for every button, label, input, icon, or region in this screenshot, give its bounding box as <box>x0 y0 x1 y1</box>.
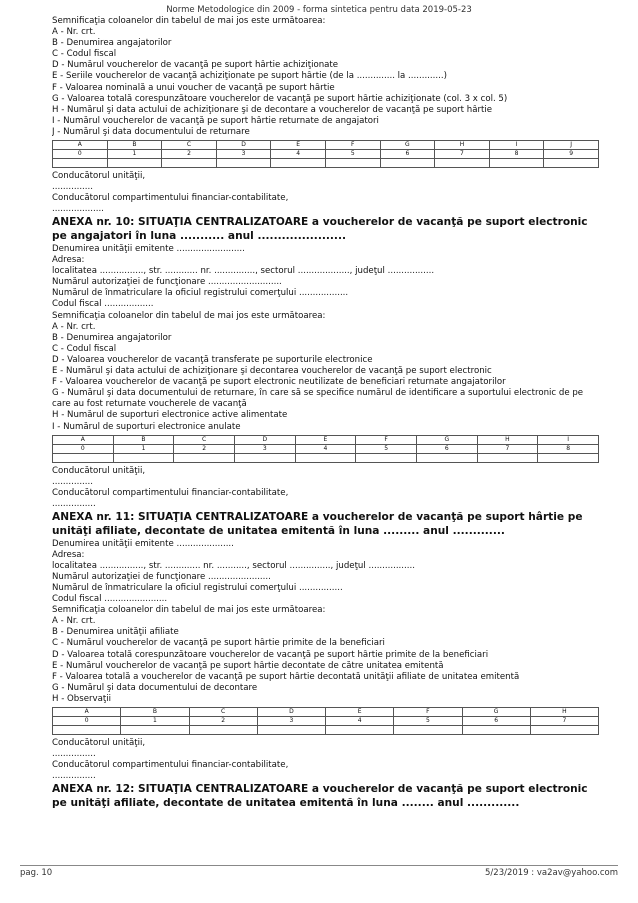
table-cell: 0 <box>53 444 114 453</box>
annex11-table <box>52 707 599 735</box>
signature-line: Conducătorul unităţii, <box>52 465 146 476</box>
text-line: H - Numărul de suporturi electronice active alimentate <box>52 410 288 421</box>
signature-line: ................... <box>52 204 104 215</box>
table-cell: 1 <box>107 150 162 159</box>
table-header-letters <box>53 435 599 444</box>
text-line: localitatea ................, str. ............. nr. ..........., sectorul ..............., judeţul ................. <box>52 560 415 571</box>
text-line: B - Denumirea angajatorilor <box>52 332 172 343</box>
signature-line: Conducătorul compartimentului financiar-contabilitate, <box>52 193 289 204</box>
table-cell: D <box>234 435 295 444</box>
text-line: A - Nr. crt. <box>52 27 96 38</box>
signature-line: ................ <box>52 749 96 760</box>
table-cell: A <box>53 141 108 150</box>
page-header: Norme Metodologice din 2009 - forma sintetica pentru data 2019-05-23 <box>166 5 472 15</box>
table-row <box>53 725 599 734</box>
table-header-numbers <box>53 150 599 159</box>
table-cell: G <box>462 707 530 716</box>
table-cell: 1 <box>121 716 189 725</box>
table-header-numbers <box>53 444 599 453</box>
text-line: H - Observaţii <box>52 693 112 704</box>
table-cell: 5 <box>394 716 462 725</box>
text-line: F - Valoarea nominală a unui voucher de vacanţă pe suport hârtie <box>52 82 335 93</box>
text-line: Semnificaţia coloanelor din tabelul de mai jos este următoarea: <box>52 16 326 26</box>
table-cell: 8 <box>489 150 544 159</box>
text-line: A - Nr. crt. <box>52 321 96 332</box>
text-line: Adresa: <box>52 255 85 266</box>
text-line: Numărul de înmatriculare la oficiul registrului comerţului ................ <box>52 582 343 593</box>
table-cell: B <box>113 435 174 444</box>
table-cell: 6 <box>462 716 530 725</box>
signature-line: ................ <box>52 771 96 782</box>
table-header-numbers <box>53 716 599 725</box>
annex9-table <box>52 140 599 168</box>
table-cell: A <box>53 435 114 444</box>
annex10-signatures <box>52 466 602 510</box>
table-cell: F <box>356 435 417 444</box>
text-line: B - Denumirea unităţii afiliate <box>52 627 179 638</box>
table-cell: 6 <box>380 150 435 159</box>
annex11-signatures <box>52 738 602 782</box>
text-line: J - Numărul şi data documentului de returnare <box>52 126 250 137</box>
footer-info: 5/23/2019 : va2av@yahoo.com <box>485 868 618 878</box>
signature-line: ................ <box>52 498 96 509</box>
text-line: Numărul autorizaţiei de funcţionare ........................... <box>52 277 282 288</box>
table-cell: 7 <box>477 444 538 453</box>
annex9-column-legend <box>52 16 602 138</box>
table-header-letters <box>53 707 599 716</box>
table-cell: F <box>325 141 380 150</box>
table-cell: 2 <box>189 716 257 725</box>
table-cell: H <box>435 141 490 150</box>
table-cell: 9 <box>544 150 599 159</box>
text-line: E - Seriile voucherelor de vacanţă achiziţionate pe suport hârtie (de la .............. la .............) <box>52 71 447 82</box>
text-line: E - Numărul şi data actului de achiziţionare şi decontarea voucherelor de vacanţă pe suport electronic <box>52 366 492 377</box>
text-line: D - Valoarea totală corespunzătoare voucherelor de vacanţă pe suport hârtie primite de la beneficiari <box>52 649 489 660</box>
table-cell: J <box>544 141 599 150</box>
table-cell: F <box>394 707 462 716</box>
text-line: G - Numărul şi data documentului de returnare, în care să se specifice numărul de identificare a suportului electronic de pe care au fost returnate voucherele de vacanţă <box>52 388 584 410</box>
document-body <box>52 16 602 811</box>
text-line: G - Valoarea totală corespunzătoare voucherelor de vacanţă pe suport hârtie achiziţionate (col. 3 x col. 5) <box>52 93 508 104</box>
table-cell: G <box>380 141 435 150</box>
table-cell: 0 <box>53 716 121 725</box>
annex10-title: ANEXA nr. 10: SITUAŢIA CENTRALIZATOARE a voucherelor de vacanţă pe suport electronic pe angajatori în luna ........... anul ...................... <box>52 216 588 243</box>
table-cell: 5 <box>325 150 380 159</box>
table-row <box>53 159 599 168</box>
footer-divider <box>20 865 618 866</box>
annex12-title: ANEXA nr. 12: SITUAŢIA CENTRALIZATOARE a voucherelor de vacanţă pe suport electronic pe unităţi afiliate, decontate de unitatea emitentă în luna ........ anul ............. <box>52 783 588 810</box>
text-line: Codul fiscal .................. <box>52 299 154 310</box>
text-line: G - Numărul şi data documentului de decontare <box>52 682 258 693</box>
table-cell: H <box>477 435 538 444</box>
text-line: E - Numărul voucherelor de vacanţă pe suport hârtie decontate de către unitatea emitentă <box>52 660 444 671</box>
table-cell: C <box>162 141 217 150</box>
table-cell: B <box>121 707 189 716</box>
text-line: I - Numărul de suporturi electronice anulate <box>52 421 241 432</box>
table-cell: E <box>295 435 356 444</box>
signature-line: Conducătorul unităţii, <box>52 737 146 748</box>
text-line: F - Valoarea totală a voucherelor de vacanţă pe suport hârtie decontată unităţii afiliate de unitatea emitentă <box>52 671 520 682</box>
text-line: Numărul de înmatriculare la oficiul registrului comerţului .................. <box>52 288 349 299</box>
text-line: F - Valoarea voucherelor de vacanţă pe suport electronic neutilizate de beneficiari returnate angajatorilor <box>52 377 506 388</box>
table-cell: E <box>326 707 394 716</box>
table-cell: H <box>530 707 598 716</box>
table-cell: D <box>216 141 271 150</box>
annex9-signatures <box>52 171 602 215</box>
text-line: D - Numărul voucherelor de vacanţă pe suport hârtie achiziţionate <box>52 60 339 71</box>
annex10-table <box>52 435 599 463</box>
table-cell: B <box>107 141 162 150</box>
text-line: C - Codul fiscal <box>52 343 117 354</box>
text-line: H - Numărul şi data actului de achiziţionare şi de decontare a voucherelor de vacanţă pe suport hârtie <box>52 104 493 115</box>
table-cell: 4 <box>326 716 394 725</box>
signature-line: Conducătorul compartimentului financiar-contabilitate, <box>52 487 289 498</box>
table-cell: G <box>416 435 477 444</box>
annex10-details <box>52 244 602 433</box>
text-line: Semnificaţia coloanelor din tabelul de mai jos este următoarea: <box>52 310 326 321</box>
table-cell: 2 <box>174 444 235 453</box>
table-cell: 4 <box>271 150 326 159</box>
table-cell: C <box>174 435 235 444</box>
text-line: I - Numărul voucherelor de vacanţă pe suport hârtie returnate de angajatori <box>52 115 379 126</box>
table-cell: 4 <box>295 444 356 453</box>
table-cell: 3 <box>257 716 325 725</box>
table-cell: 1 <box>113 444 174 453</box>
text-line: localitatea ................, str. ............ nr. ..............., sectorul ..................., judeţul ................. <box>52 266 435 277</box>
annex11-title: ANEXA nr. 11: SITUAŢIA CENTRALIZATOARE a voucherelor de vacanţă pe suport hârtie pe unităţi afiliate, decontate de unitatea emitentă în luna ......... anul ............. <box>52 510 583 537</box>
text-line: Denumirea unităţii emitente ......................... <box>52 244 245 254</box>
text-line: C - Codul fiscal <box>52 49 117 60</box>
text-line: Codul fiscal ....................... <box>52 594 168 605</box>
table-cell: 3 <box>216 150 271 159</box>
signature-line: Conducătorul compartimentului financiar-contabilitate, <box>52 760 289 771</box>
annex11-details <box>52 539 602 705</box>
table-cell: 0 <box>53 150 108 159</box>
text-line: Semnificaţia coloanelor din tabelul de mai jos este următoarea: <box>52 605 326 616</box>
table-cell: 5 <box>356 444 417 453</box>
table-cell: I <box>489 141 544 150</box>
signature-line: Conducătorul unităţii, <box>52 171 146 182</box>
table-header-letters <box>53 141 599 150</box>
signature-line: ............... <box>52 182 93 193</box>
table-cell: E <box>271 141 326 150</box>
table-cell: 7 <box>435 150 490 159</box>
table-cell: 8 <box>538 444 599 453</box>
table-row <box>53 453 599 462</box>
table-cell: D <box>257 707 325 716</box>
page-number: pag. 10 <box>20 868 53 878</box>
text-line: B - Denumirea angajatorilor <box>52 38 172 49</box>
text-line: D - Valoarea voucherelor de vacanţă transferate pe suporturile electronice <box>52 354 373 365</box>
table-cell: 2 <box>162 150 217 159</box>
table-cell: I <box>538 435 599 444</box>
table-cell: A <box>53 707 121 716</box>
signature-line: ............... <box>52 476 93 487</box>
text-line: Denumirea unităţii emitente ..................... <box>52 538 234 549</box>
text-line: A - Nr. crt. <box>52 616 96 627</box>
table-cell: 7 <box>530 716 598 725</box>
table-cell: C <box>189 707 257 716</box>
text-line: C - Numărul voucherelor de vacanţă pe suport hârtie primite de la beneficiari <box>52 638 385 649</box>
table-cell: 6 <box>416 444 477 453</box>
text-line: Numărul autorizaţiei de funcţionare ....................... <box>52 571 271 582</box>
table-cell: 3 <box>234 444 295 453</box>
text-line: Adresa: <box>52 549 85 560</box>
